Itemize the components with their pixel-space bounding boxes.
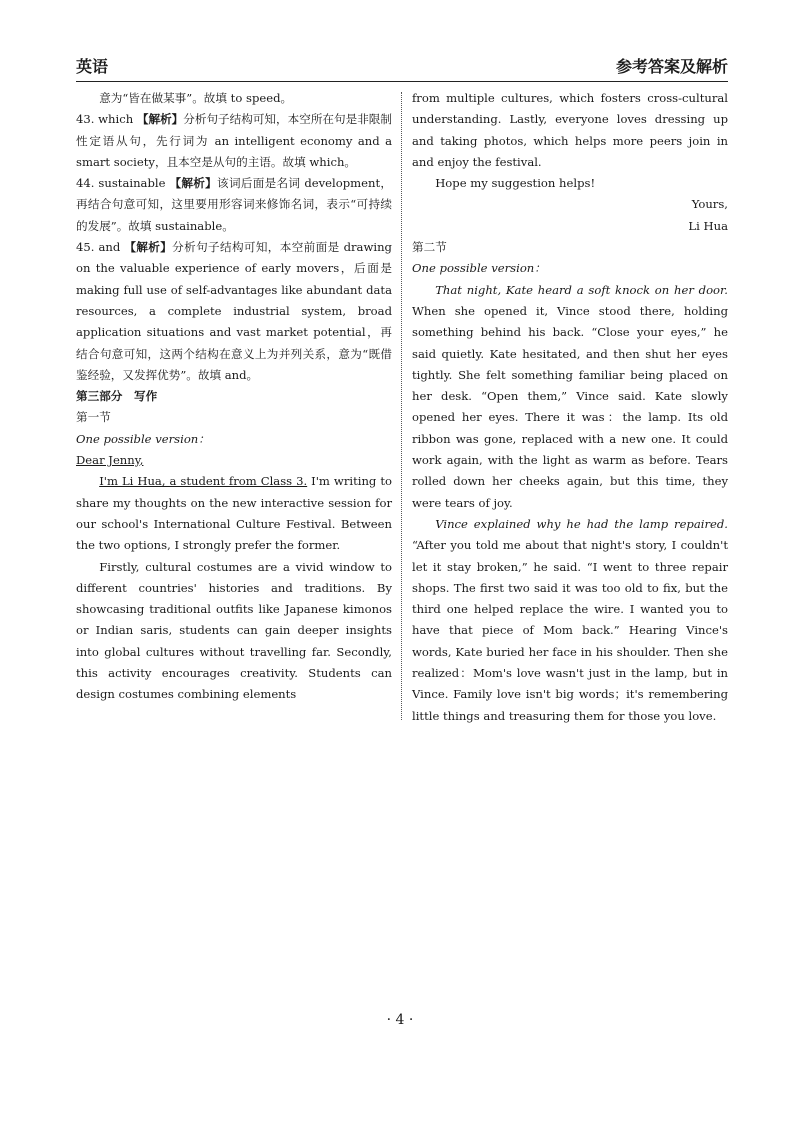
story-opening-italic-2: Vince explained why he had the lamp repaired.	[435, 516, 728, 531]
subject-label: 英语	[76, 57, 109, 76]
page-number: · 4 ·	[386, 1012, 414, 1028]
answer-item-45	[76, 237, 392, 386]
answer-number: 45. and	[76, 240, 121, 255]
letter-closing: Yours,	[691, 197, 728, 212]
analysis-text: 分析句子结构可知，本空所在句是非限制性定语从句，先行词为 an intelligent economy and a smart society，且本空是从句的主语。故填 which。	[76, 112, 392, 169]
analysis-text: 该词后面是名词 development，再结合句意可知，这里要用形容词来修饰名词，表示“可持续的发展”。故填 sustainable。	[76, 176, 392, 233]
story-paragraph-1-text: When she opened it, Vince stood there, holding something behind his back. “Close your eyes,” he said quietly. Kate hesitated, and then shut her eyes tightly. She felt something familiar being placed on her desk. “Open them,” Vince said. Kate slowly opened her eyes. There it was：the lamp. Its old ribbon was gone, replaced with a new one. It could work again, with the light as warm as before. Tears rolled down her cheeks again, but this time, they were tears of joy.	[412, 303, 728, 510]
letter-closing-line: Hope my suggestion helps!	[435, 176, 596, 191]
part-heading: 第三部分 写作	[76, 389, 158, 404]
analysis-tag: 【解析】	[124, 240, 173, 255]
version-label-2: One possible version：	[412, 261, 546, 276]
letter-paragraph-1	[76, 471, 392, 556]
analysis-tag: 【解析】	[169, 176, 218, 191]
right-column	[412, 88, 728, 727]
page-header	[76, 44, 728, 80]
header-title: 参考答案及解析	[615, 57, 728, 76]
left-column	[76, 88, 392, 706]
header-rule	[76, 81, 728, 82]
story-paragraph-2-text: “After you told me about that night's story, I couldn't let it stay broken,” he said. “I went to three repair shops. The first two said it was too old to fix, but the third one helped replace the wire. I wanted you to have that piece of Mom back.” Hearing Vince's words, Kate buried her face in his shoulder. Then she realized：Mom's love wasn't just in the lamp, but in Vince. Family love isn't big words；it's remembering little things and treasuring them for those you love.	[412, 538, 728, 723]
continued-answer: 意为“皆在做某事”。故填 to speed。	[99, 91, 293, 105]
column-divider	[401, 92, 402, 720]
intro-underlined: I'm Li Hua, a student from Class 3.	[99, 474, 308, 489]
answer-number: 44. sustainable	[76, 176, 166, 191]
section-heading-2: 第二节	[412, 240, 447, 255]
story-opening-italic: That night, Kate heard a soft knock on her door.	[435, 282, 728, 297]
answer-item-44	[76, 173, 392, 237]
analysis-text: 分析句子结构可知，本空前面是 drawing on the valuable experience of early movers，后面是 making full use of self-advantages like abundant data resources, a complete industrial system, broad application situations and vast market potential，再结合句意可知，这两个结构在意义上为并列关系，意为“既借鉴经验，又发挥优势”。故填 and。	[76, 240, 392, 382]
version-label: One possible version：	[76, 431, 210, 446]
story-paragraph-2	[412, 514, 728, 727]
analysis-tag: 【解析】	[136, 112, 184, 127]
letter-paragraph-2: Firstly, cultural costumes are a vivid window to different countries' histories and traditions. By showcasing traditional outfits like Japanese kimonos or Indian saris, students can gain deeper insights into global cultures without travelling far. Secondly, this activity encourages creativity. Students can design costumes combining elements	[76, 559, 392, 702]
answer-number: 43. which	[76, 112, 134, 127]
story-paragraph-1	[412, 280, 728, 514]
section-heading-1: 第一节	[76, 410, 111, 425]
answer-item-43	[76, 109, 392, 173]
letter-signature: Li Hua	[688, 218, 728, 233]
intro-rest: I'm writing to share my thoughts on the new interactive session for our school's International Culture Festival. Between the two options, I strongly prefer the former.	[76, 474, 392, 553]
letter-salutation: Dear Jenny,	[76, 453, 144, 468]
letter-continued: from multiple cultures, which fosters cross-cultural understanding. Lastly, everyone loves dressing up and taking photos, which helps more peers join in and enjoy the festival.	[412, 91, 728, 169]
